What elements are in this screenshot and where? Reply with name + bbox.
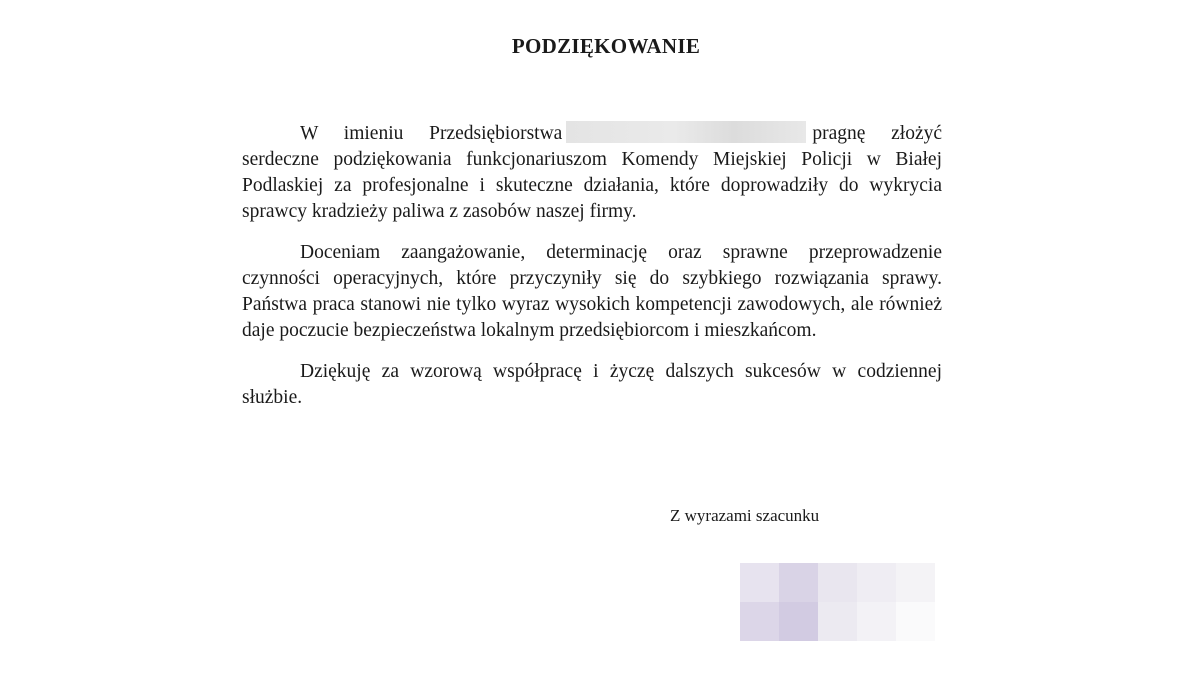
redacted-signature <box>740 563 935 641</box>
paragraph-1-start: W imieniu Przedsiębiorstwa <box>300 123 563 144</box>
redacted-company-name <box>566 121 806 143</box>
closing-salutation: Z wyrazami szacunku <box>670 506 820 525</box>
letter-title: PODZIĘKOWANIE <box>511 34 701 58</box>
paragraph-3: Dziękuję za wzorową współpracę i życzę dalszych sukcesów w codziennej służbie. <box>242 361 942 408</box>
paragraph-1 <box>242 121 942 225</box>
paragraph-1-end: pragnę złożyć serdeczne podziękowania funkcjonariuszom Komendy Miejskiej Policji w Białej Podlaskiej za profesjonalne i skuteczne działania, które doprowadziły do wykrycia sprawcy kradzieży paliwa z zasobów naszej firmy. <box>242 123 943 222</box>
letter-body <box>242 121 942 426</box>
paragraph-2: Doceniam zaangażowanie, determinację oraz sprawne przeprowadzenie czynności operacyjnych, które przyczyniły się do szybkiego rozwiązania sprawy. Państwa praca stanowi nie tylko wyraz wysokich kompetencji zawodowych, ale również daje poczucie bezpieczeństwa lokalnym przedsiębiorcom i mieszkańcom. <box>242 242 942 341</box>
